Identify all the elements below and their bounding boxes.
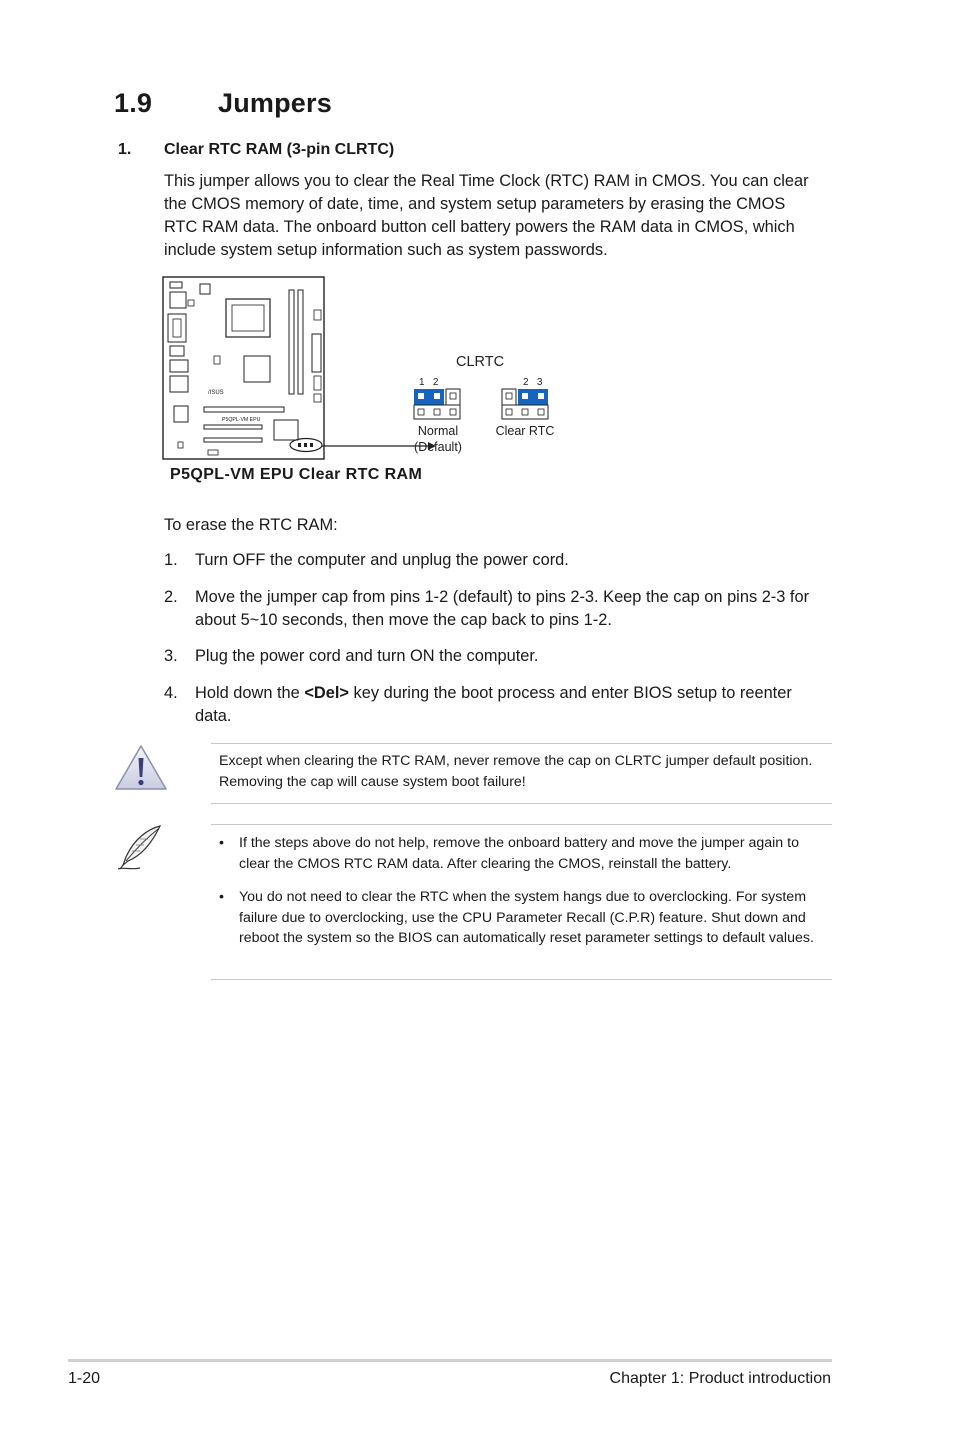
procedure-step: 1. Turn OFF the computer and unplug the power cord.	[164, 551, 569, 569]
procedure-step: 3. Plug the power cord and turn ON the computer.	[164, 647, 539, 665]
figure-caption: P5QPL-VM EPU Clear RTC RAM	[170, 466, 423, 483]
warning-triangle-icon	[114, 744, 168, 792]
jumper-clear	[502, 389, 548, 419]
section-title: Jumpers	[218, 88, 332, 118]
note-item: • If the steps above do not help, remove the onboard battery and move the jumper again to clear the CMOS RTC RAM data. After clearing the CMOS, reinstall the battery.	[219, 835, 799, 872]
default-label: (Default)	[414, 440, 462, 454]
description-paragraph: This jumper allows you to clear the Real Time Clock (RTC) RAM in CMOS. You can clear the CMOS memory of date, time, and system setup parameters by erasing the CMOS RTC RAM data. The onboard button cell battery powers the RAM data in CMOS, which include system setup information such as system passwords.	[164, 172, 809, 259]
chapter-title: Chapter 1: Product introduction	[609, 1370, 831, 1387]
section-heading	[114, 88, 332, 119]
caution-top-rule	[211, 743, 832, 744]
subsection-number: 1.	[118, 141, 132, 158]
notes-top-rule	[211, 824, 832, 825]
page-number: 1-20	[68, 1370, 101, 1387]
caution-bottom-rule	[211, 803, 832, 804]
normal-pin-numbers: 1 2	[419, 377, 439, 388]
caution-text: Except when clearing the RTC RAM, never remove the cap on CLRTC jumper default position. Removing the cap will cause system boot failure!	[219, 753, 813, 790]
notes-bottom-rule	[211, 979, 832, 980]
board-brand: /ISUS	[208, 390, 224, 396]
clear-rtc-label: Clear RTC	[495, 424, 555, 438]
note-item: • You do not need to clear the RTC when the system hangs due to overclocking. For system failure due to overclocking, use the CPU Parameter Recall (C.P.R) feature. Shut down and reboot the system so the BIOS can automatically reset parameter settings to default values.	[219, 889, 814, 946]
clear-pin-numbers: 2 3	[523, 377, 543, 388]
del-key: <Del>	[304, 684, 349, 702]
procedure-intro: To erase the RTC RAM:	[164, 516, 338, 534]
jumper-name: CLRTC	[456, 354, 505, 370]
normal-label: Normal	[417, 424, 459, 438]
section-number: 1.9	[114, 88, 153, 118]
jumper-diagram	[160, 272, 580, 464]
procedure-step: 4. Hold down the <Del> key during the boot process and enter BIOS setup to reenter data.	[164, 684, 792, 725]
jumper-normal	[414, 389, 460, 419]
subsection-title: Clear RTC RAM (3-pin CLRTC)	[164, 141, 395, 158]
procedure-step: 2. Move the jumper cap from pins 1-2 (default) to pins 2-3. Keep the cap on pins 2-3 for about 5~10 seconds, then move the cap back to pins 1-2.	[164, 588, 810, 629]
footer-rule	[68, 1359, 832, 1362]
feather-pen-icon	[114, 823, 166, 873]
board-label: P5QPL-VM EPU	[222, 417, 261, 423]
